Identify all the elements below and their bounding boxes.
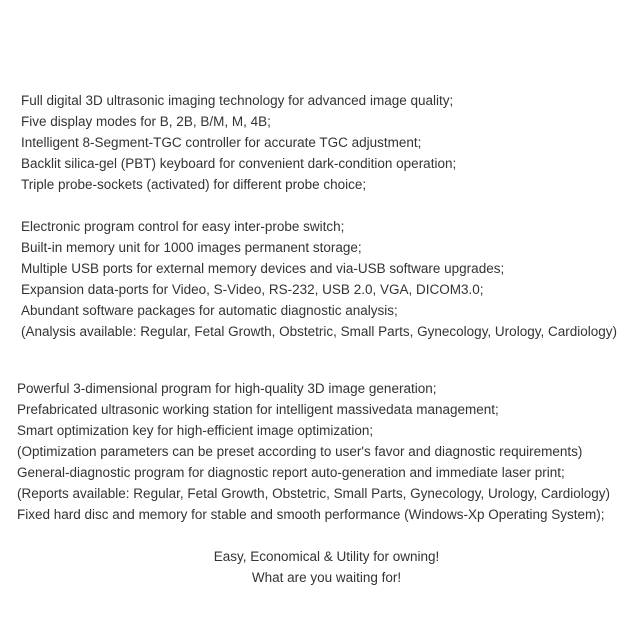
feature-line: Smart optimization key for high-efficient image optimization; (17, 423, 374, 438)
slogan-line-2: What are you waiting for! (251, 570, 402, 585)
feature-line: (Analysis available: Regular, Fetal Growth, Obstetric, Small Parts, Gynecology, Urology, Cardiology) (21, 324, 617, 339)
feature-line: Intelligent 8-Segment-TGC controller for accurate TGC adjustment; (21, 135, 422, 150)
feature-line: Full digital 3D ultrasonic imaging technology for advanced image quality; (21, 93, 454, 108)
feature-line: Expansion data-ports for Video, S-Video, RS-232, USB 2.0, VGA, DICOM3.0; (21, 282, 484, 297)
feature-line: Electronic program control for easy inter-probe switch; (21, 219, 345, 234)
feature-line: Five display modes for B, 2B, B/M, M, 4B; (21, 114, 271, 129)
closing-slogan (0, 546, 641, 588)
feature-line: Triple probe-sockets (activated) for different probe choice; (21, 177, 367, 192)
feature-line: Backlit silica-gel (PBT) keyboard for convenient dark-condition operation; (21, 156, 457, 171)
feature-line: Built-in memory unit for 1000 images permanent storage; (21, 240, 362, 255)
feature-line: Prefabricated ultrasonic working station for intelligent massivedata management; (17, 402, 499, 417)
feature-list-1 (21, 90, 456, 195)
feature-line: Powerful 3-dimensional program for high-quality 3D image generation; (17, 381, 437, 396)
feature-line: General-diagnostic program for diagnostic report auto-generation and immediate laser print; (17, 465, 565, 480)
feature-line: Fixed hard disc and memory for stable and smooth performance (Windows-Xp Operating System); (17, 507, 605, 522)
feature-list-3 (17, 378, 610, 525)
slogan-line-1: Easy, Economical & Utility for owning! (213, 549, 440, 564)
feature-line: Abundant software packages for automatic diagnostic analysis; (21, 303, 398, 318)
feature-line: Multiple USB ports for external memory devices and via-USB software upgrades; (21, 261, 505, 276)
feature-line: (Optimization parameters can be preset according to user's favor and diagnostic requirements) (17, 444, 583, 459)
feature-list-2 (21, 216, 617, 342)
feature-line: (Reports available: Regular, Fetal Growth, Obstetric, Small Parts, Gynecology, Urology, Cardiology) (17, 486, 610, 501)
